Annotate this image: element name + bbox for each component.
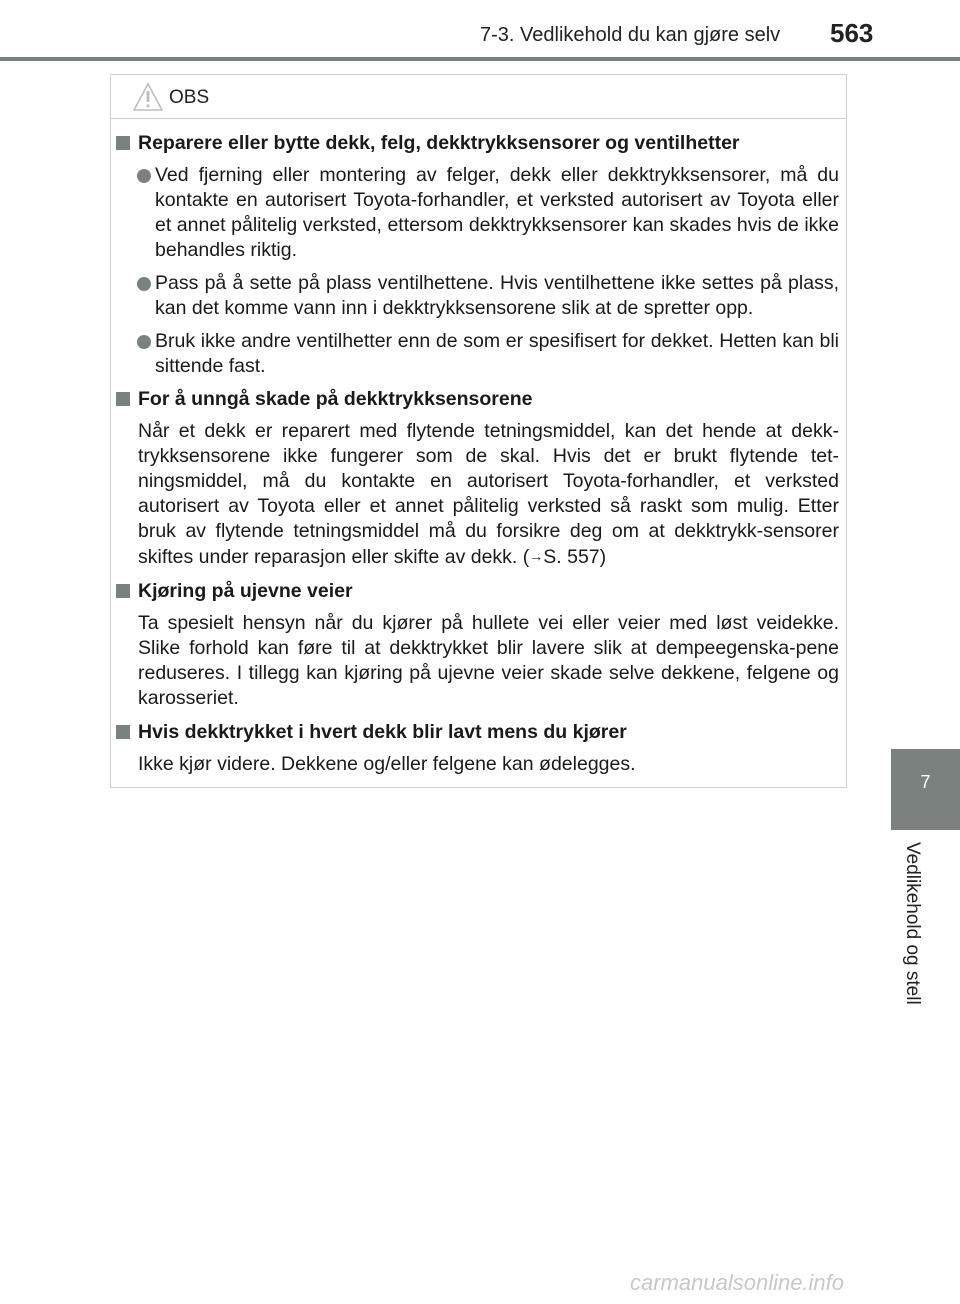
paragraph (113, 752, 839, 777)
square-bullet-icon (116, 725, 130, 739)
paragraph (113, 419, 839, 570)
notice-content (113, 131, 839, 786)
section-heading (113, 579, 839, 604)
chapter-tab: 7 (891, 749, 960, 830)
square-bullet-icon (116, 136, 130, 150)
paragraph-text: Når et dekk er reparert med flytende tetningsmiddel, kan det hende at dekk-trykksensorene ikke fungerer som de skal. Hvis det er brukt flytende tet-ningsmiddel, må du kontakte en autorisert Toyota-forhandler, et verksted autorisert av Toyota eller et annet pålitelig verksted så raskt som mulig. Etter bruk av flytende tetningsmiddel må du forsikre deg om at dekktrykk-sensorer skiftes under reparasjon eller skifte av dekk. ( (138, 420, 839, 568)
circle-bullet-icon (137, 169, 151, 183)
section-title: 7-3. Vedlikehold du kan gjøre selv (480, 24, 781, 46)
list-item-text: Bruk ikke andre ventilhetter enn de som er spesifisert for dekket. Hetten kan bli sittende fast. (155, 330, 839, 377)
chapter-label: Vedlikehold og stell (902, 842, 923, 1005)
paragraph-text: Ta spesielt hensyn når du kjører på hullete vei eller veier med løst veidekke. Slike forhold kan føre til at dekktrykket blir lavere slik at dempeegenska-pene reduseres. I tillegg kan kjøring på ujevne veier skade selve dekkene, felgene og karosseriet. (138, 612, 839, 709)
header-rule (0, 57, 960, 61)
arrow-right-icon: → (529, 548, 544, 564)
notice-header (111, 75, 846, 119)
section-heading-text: Reparere eller bytte dekk, felg, dekktrykksensorer og ventilhetter (138, 132, 740, 154)
watermark: carmanualsonline.info (630, 1270, 845, 1295)
notice-title: OBS (169, 87, 210, 108)
section-heading-text: For å unngå skade på dekktrykksensorene (138, 388, 533, 410)
page-number: 563 (830, 18, 874, 48)
list-item (113, 271, 839, 321)
list-item (113, 163, 839, 263)
section-heading (113, 720, 839, 745)
circle-bullet-icon (137, 277, 151, 291)
paragraph-text: Ikke kjør videre. Dekkene og/eller felgene kan ødelegges. (138, 753, 636, 775)
circle-bullet-icon (137, 335, 151, 349)
section-heading (113, 131, 839, 156)
notice-box (110, 74, 847, 788)
paragraph (113, 611, 839, 711)
square-bullet-icon (116, 392, 130, 406)
list-item (113, 329, 839, 379)
list-item-text: Ved fjerning eller montering av felger, dekk eller dekktrykksensorer, må du kontakte en autorisert Toyota-forhandler, et verksted autorisert av Toyota eller et annet pålitelig verksted, ettersom dekktrykksensorer kan skades hvis de ikke behandles riktig. (155, 164, 839, 261)
section-heading-text: Hvis dekktrykket i hvert dekk blir lavt mens du kjører (138, 721, 627, 743)
square-bullet-icon (116, 584, 130, 598)
section-heading (113, 387, 839, 412)
list-item-text: Pass på å sette på plass ventilhettene. Hvis ventilhettene ikke settes på plass, kan det komme vann inn i dekktrykksensorene slik at de spretter opp. (155, 272, 839, 319)
page-reference-link[interactable]: S. 557) (543, 546, 607, 568)
warning-triangle-icon (132, 82, 164, 112)
section-heading-text: Kjøring på ujevne veier (138, 580, 353, 602)
